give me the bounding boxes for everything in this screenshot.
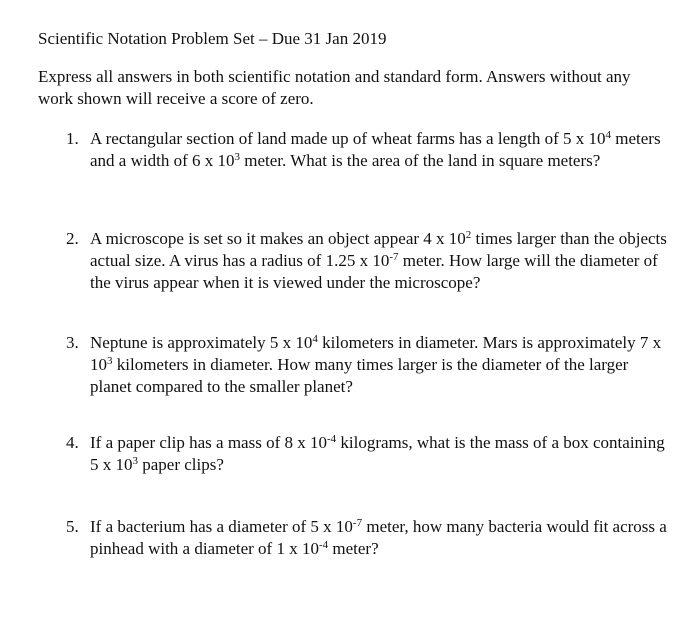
problem-number: 1. xyxy=(66,129,79,148)
exponent: 3 xyxy=(107,355,113,367)
problem-text-segment: meter. What is the area of the land in square meters? xyxy=(239,151,601,170)
exponent: -7 xyxy=(352,517,363,529)
problem-number: 2. xyxy=(66,229,79,248)
problem-number: 5. xyxy=(66,517,79,536)
problem-text-segment: kilometers in diameter. How many times larger is the diameter of the larger planet compared to the smaller planet? xyxy=(90,355,629,396)
exponent: 4 xyxy=(312,333,318,345)
exponent: -4 xyxy=(318,539,329,551)
problem-text-segment: paper clips? xyxy=(138,455,224,474)
problem-text-segment: meters and a width of 6 x 10 xyxy=(90,129,661,170)
problem-item xyxy=(66,516,670,560)
problem-text-segment: If a bacterium has a diameter of 5 x 10 xyxy=(90,517,353,536)
problem-item xyxy=(66,432,670,476)
problem-number: 4. xyxy=(66,433,79,452)
exponent: 2 xyxy=(465,229,472,241)
problem-item xyxy=(66,332,670,398)
problem-item xyxy=(66,128,670,172)
problem-text-segment: times larger than the objects actual size. A virus has a radius of 1.25 x 10 xyxy=(90,229,667,270)
exponent: 3 xyxy=(234,151,240,163)
problem-text-segment: meter. How large will the diameter of the virus appear when it is viewed under the microscope? xyxy=(90,251,658,292)
problem-text xyxy=(90,229,667,292)
problem-text-segment: kilometers in diameter. Mars is approximately 7 x 10 xyxy=(90,333,662,374)
problem-text-segment: Neptune is approximately 5 x 10 xyxy=(90,333,313,352)
problem-text-segment: meter? xyxy=(328,539,379,558)
problem-text xyxy=(90,129,661,170)
problem-text xyxy=(90,333,661,396)
problem-text-segment: If a paper clip has a mass of 8 x 10 xyxy=(90,433,327,452)
problem-text-segment: A microscope is set so it makes an object appear 4 x 10 xyxy=(90,229,466,248)
exponent: -4 xyxy=(326,433,337,445)
problem-number: 3. xyxy=(66,333,79,352)
problem-text-segment: kilograms, what is the mass of a box containing 5 x 10 xyxy=(90,433,665,474)
problem-text-segment: A rectangular section of land made up of wheat farms has a length of 5 x 10 xyxy=(90,129,606,148)
exponent: 4 xyxy=(605,129,612,141)
exponent: 3 xyxy=(132,455,138,467)
instructions-paragraph: Express all answers in both scientific notation and standard form. Answers without any work shown will receive a score of zero. xyxy=(38,67,631,108)
problem-text xyxy=(90,517,667,558)
problem-text xyxy=(90,433,665,474)
document-title: Scientific Notation Problem Set – Due 31 Jan 2019 xyxy=(38,29,387,48)
exponent: -7 xyxy=(389,251,399,263)
problem-text-segment: meter, how many bacteria would fit across a pinhead with a diameter of 1 x 10 xyxy=(90,517,667,558)
problem-item xyxy=(66,228,670,294)
